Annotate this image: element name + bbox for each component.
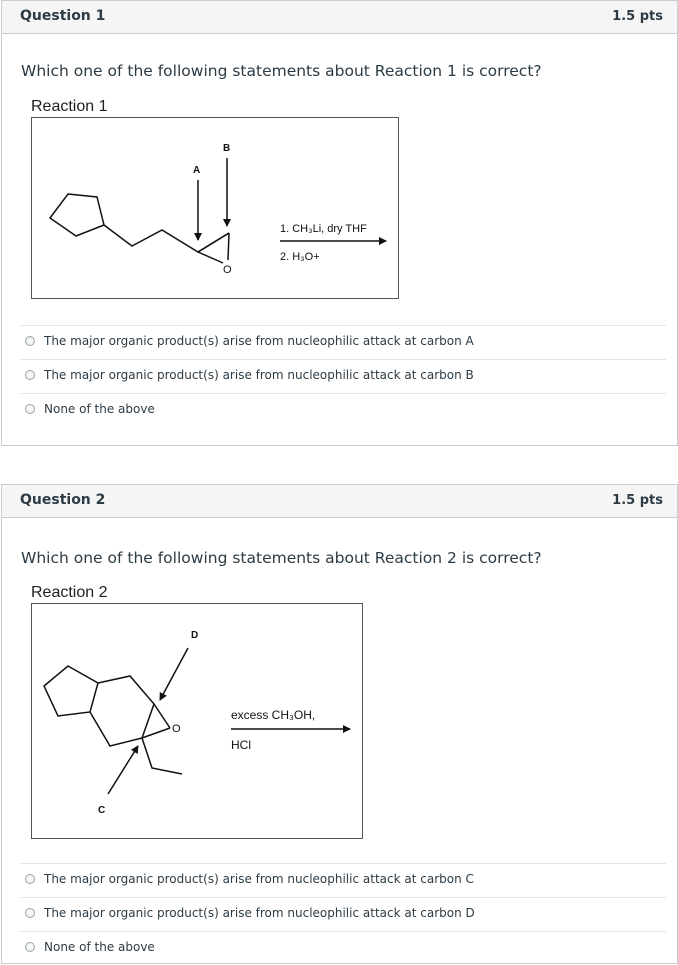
reaction-2-figure bbox=[31, 603, 363, 839]
cyclopentane-ring bbox=[50, 194, 104, 236]
alkyl-chain bbox=[104, 225, 229, 252]
radio-button[interactable] bbox=[25, 370, 35, 380]
arrow-to-carbon-c bbox=[108, 746, 138, 794]
epoxide-ring bbox=[142, 704, 170, 738]
radio-button[interactable] bbox=[25, 942, 35, 952]
answer-label[interactable]: The major organic product(s) arise from nucleophilic attack at carbon A bbox=[44, 334, 474, 348]
atom-label-o: O bbox=[172, 723, 181, 735]
atom-label-o: O bbox=[223, 264, 232, 276]
question-2-points: 1.5 pts bbox=[612, 493, 663, 508]
atom-label-a: A bbox=[193, 165, 201, 176]
answer-option[interactable] bbox=[20, 393, 666, 427]
answer-option[interactable] bbox=[20, 863, 666, 897]
answer-option[interactable] bbox=[20, 325, 666, 359]
question-2-answers bbox=[20, 863, 666, 965]
reaction-1-label: Reaction 1 bbox=[31, 98, 108, 115]
arrow-to-carbon-d bbox=[160, 648, 188, 700]
reagent-line-1: excess CH₃OH, bbox=[231, 708, 316, 722]
question-1-points: 1.5 pts bbox=[612, 9, 663, 24]
answer-label[interactable]: None of the above bbox=[44, 940, 155, 954]
answer-label[interactable]: The major organic product(s) arise from nucleophilic attack at carbon D bbox=[44, 906, 475, 920]
question-1-title: Question 1 bbox=[20, 8, 106, 24]
answer-option[interactable] bbox=[20, 359, 666, 393]
question-2-card bbox=[1, 484, 678, 964]
radio-button[interactable] bbox=[25, 908, 35, 918]
cyclohexane-ring bbox=[90, 676, 154, 746]
atom-label-c: C bbox=[98, 805, 106, 816]
reaction-1-figure bbox=[31, 117, 399, 299]
reagent-line-1: 1. CH₃Li, dry THF bbox=[280, 223, 367, 235]
radio-button[interactable] bbox=[25, 336, 35, 346]
radio-button[interactable] bbox=[25, 874, 35, 884]
question-2-title: Question 2 bbox=[20, 492, 106, 508]
atom-label-d: D bbox=[191, 630, 199, 641]
question-1-prompt: Which one of the following statements about Reaction 1 is correct? bbox=[21, 62, 542, 80]
atom-label-b: B bbox=[223, 143, 231, 154]
question-2-header bbox=[2, 485, 677, 518]
ethyl-group bbox=[142, 738, 182, 774]
answer-label[interactable]: The major organic product(s) arise from nucleophilic attack at carbon C bbox=[44, 872, 474, 886]
answer-option[interactable] bbox=[20, 897, 666, 931]
cyclopentane-ring bbox=[44, 666, 98, 716]
answer-label[interactable]: None of the above bbox=[44, 402, 155, 416]
epoxide-ring bbox=[198, 233, 229, 263]
question-2-prompt: Which one of the following statements about Reaction 2 is correct? bbox=[21, 549, 542, 567]
reagent-line-2: HCl bbox=[231, 738, 251, 752]
answer-option[interactable] bbox=[20, 931, 666, 965]
question-1-card bbox=[1, 0, 678, 446]
radio-button[interactable] bbox=[25, 404, 35, 414]
question-1-header bbox=[2, 1, 677, 34]
answer-label[interactable]: The major organic product(s) arise from nucleophilic attack at carbon B bbox=[44, 368, 474, 382]
question-1-answers bbox=[20, 325, 666, 427]
reagent-line-2: 2. H₃O+ bbox=[280, 251, 320, 263]
reaction-2-label: Reaction 2 bbox=[31, 584, 108, 601]
